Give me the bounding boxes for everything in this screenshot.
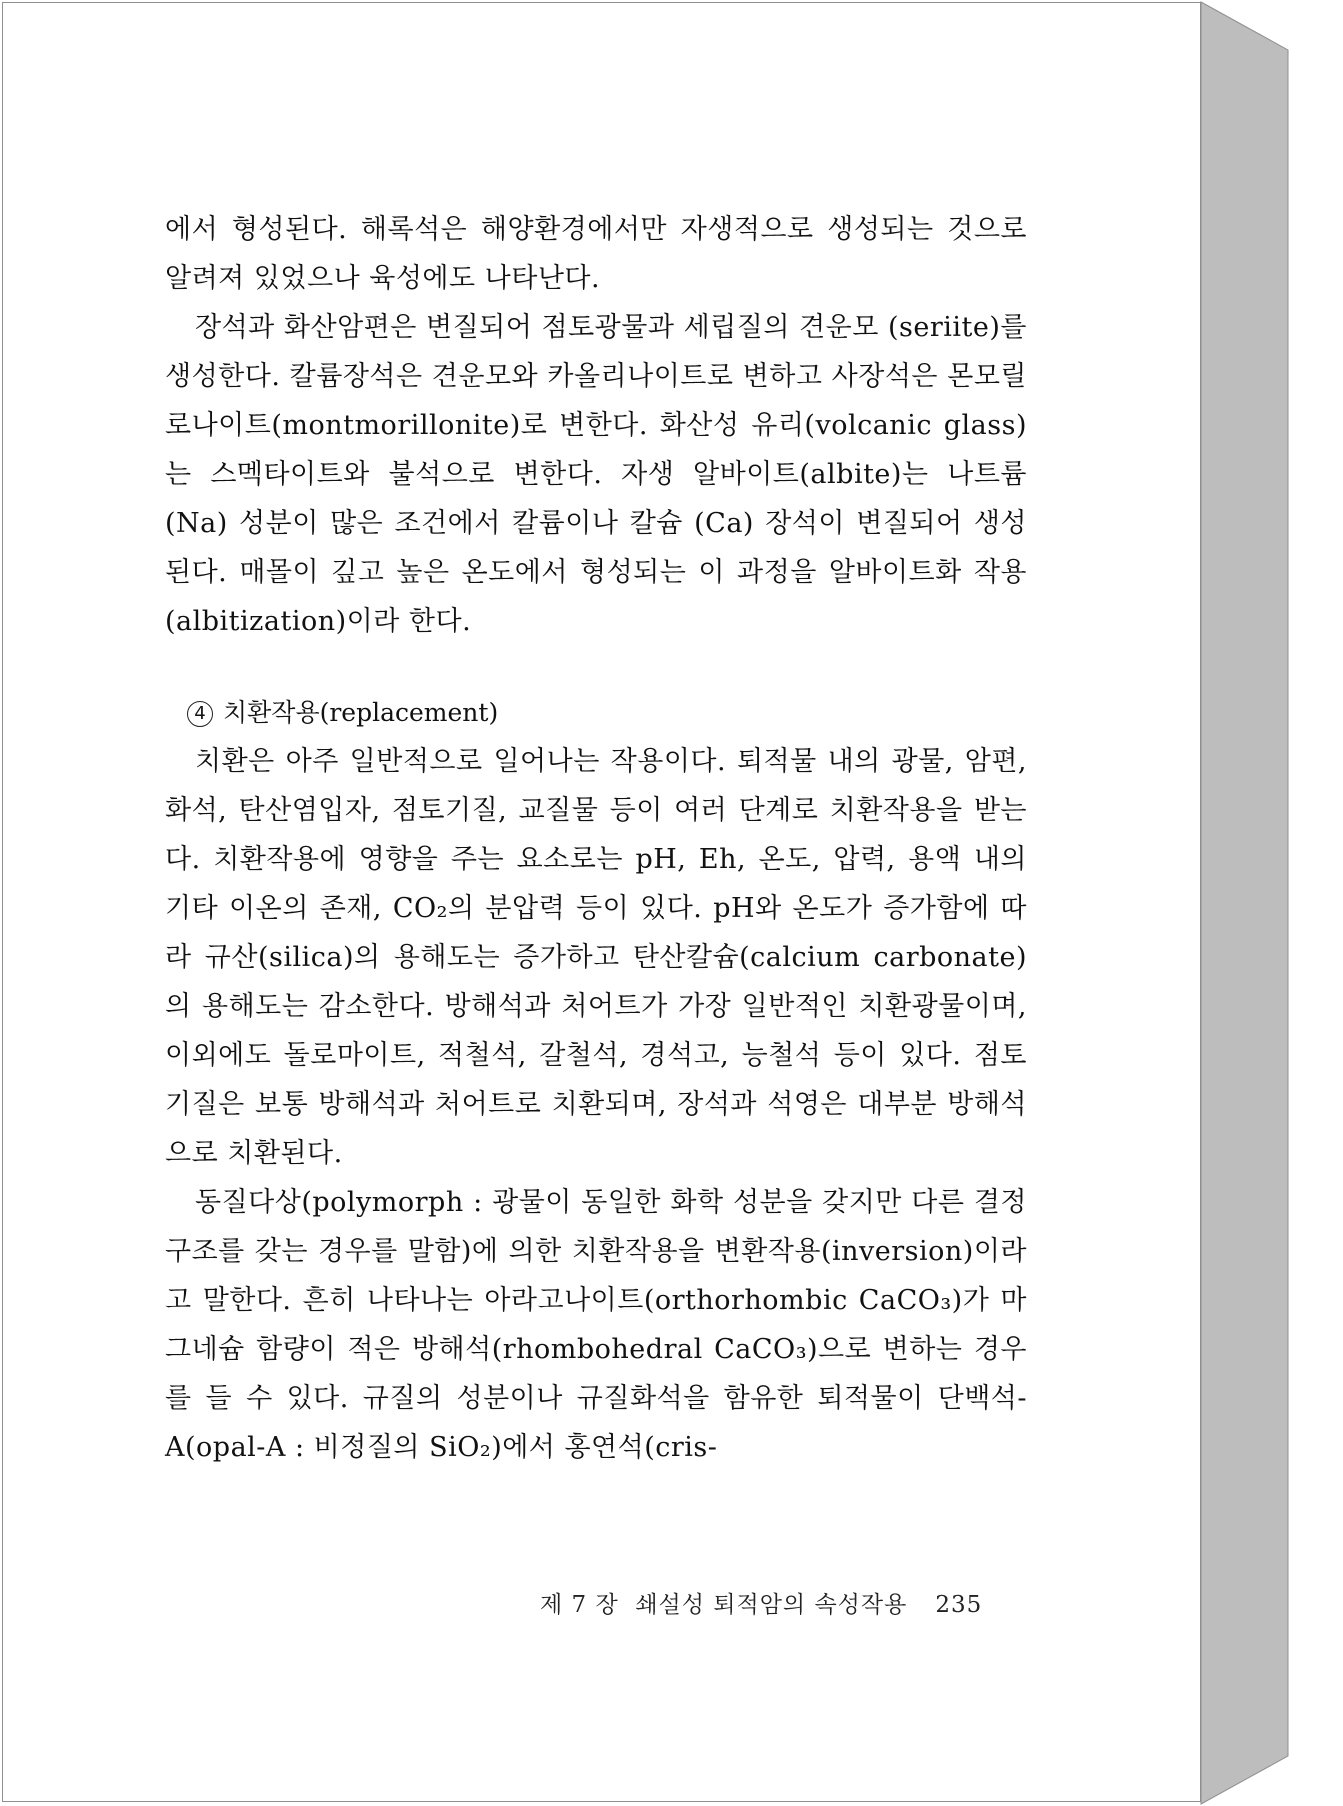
section-title: 치환작용(replacement) xyxy=(223,698,499,727)
running-footer xyxy=(540,1586,982,1619)
section-spacer xyxy=(165,646,1027,688)
section-heading xyxy=(165,688,1027,737)
paragraph: 동질다상(polymorph : 광물이 동일한 화학 성분을 갖지만 다른 결정구조를 갖는 경우를 말함)에 의한 치환작용을 변환작용(inversion)이라고 말한다. 흔히 나타나는 아라고나이트(orthorhombic CaCO₃)가 마그네슘 함량이 적은 방해석(rhombohedral CaCO₃)으로 변하는 경우를 들 수 있다. 규질의 성분이나 규질화석을 함유한 퇴적물이 단백석-A(opal-A : 비정질의 SiO₂)에서 홍연석(cris- xyxy=(165,1187,1027,1463)
paragraph: 에서 형성된다. 해록석은 해양환경에서만 자생적으로 생성되는 것으로 알려져 있었으나 육성에도 나타난다. xyxy=(165,214,1027,294)
page-number: 235 xyxy=(935,1592,983,1618)
paragraph: 장석과 화산암편은 변질되어 점토광물과 세립질의 견운모 (seriite)를 생성한다. 칼륨장석은 견운모와 카올리나이트로 변하고 사장석은 몬모릴로나이트(montmorillonite)로 변한다. 화산성 유리(volcanic glass)는 스멕타이트와 불석으로 변한다. 자생 알바이트(albite)는 나트륨(Na) 성분이 많은 조건에서 칼륨이나 칼슘 (Ca) 장석이 변질되어 생성된다. 매몰이 깊고 높은 온도에서 형성되는 이 과정을 알바이트화 작용(albitization)이라 한다. xyxy=(165,312,1027,637)
page-body xyxy=(165,205,1027,1472)
paragraph: 치환은 아주 일반적으로 일어나는 작용이다. 퇴적물 내의 광물, 암편, 화석, 탄산염입자, 점토기질, 교질물 등이 여러 단계로 치환작용을 받는다. 치환작용에 영향을 주는 요소로는 pH, Eh, 온도, 압력, 용액 내의 기타 이온의 존재, CO₂의 분압력 등이 있다. pH와 온도가 증가함에 따라 규산(silica)의 용해도는 증가하고 탄산칼슘(calcium carbonate)의 용해도는 감소한다. 방해석과 처어트가 가장 일반적인 치환광물이며, 이외에도 돌로마이트, 적철석, 갈철석, 경석고, 능철석 등이 있다. 점토기질은 보통 방해석과 처어트로 치환되며, 장석과 석영은 대부분 방해석으로 치환된다. xyxy=(165,746,1027,1169)
chapter-title: 제 7 장 쇄설성 퇴적암의 속성작용 xyxy=(540,1592,908,1618)
circled-number: 4 xyxy=(187,701,213,727)
